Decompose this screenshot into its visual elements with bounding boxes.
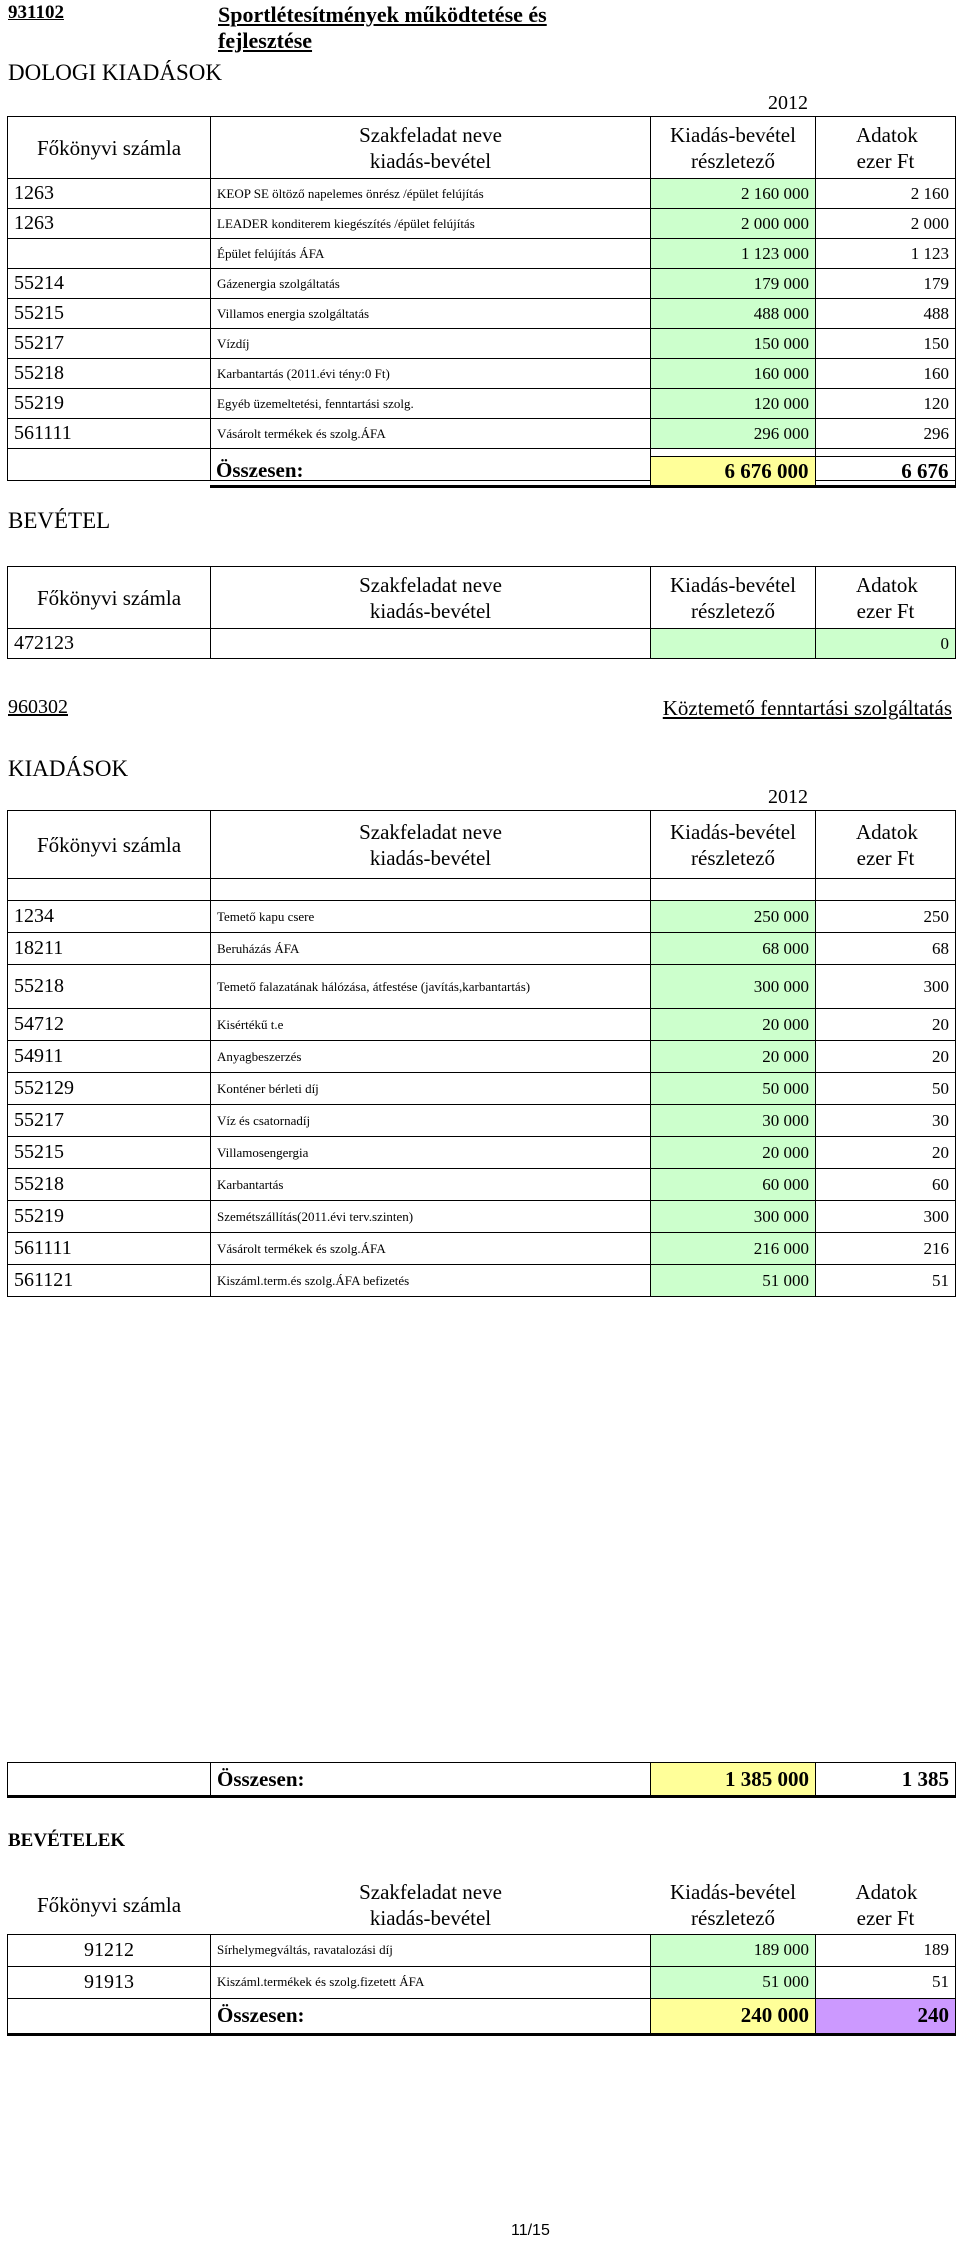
total-row: [8, 1763, 956, 1797]
row-name: Épület felújítás ÁFA: [211, 239, 651, 269]
row-name: Villamosengergia: [211, 1137, 651, 1169]
row-amount: 50: [816, 1073, 956, 1105]
section2-title: Köztemető fenntartási szolgáltatás: [662, 696, 952, 720]
total-detail: 6 676 000: [650, 457, 815, 487]
table-header-row: [8, 567, 956, 629]
table-row: [8, 299, 956, 329]
table-row: [8, 1105, 956, 1137]
col-header-detail: Kiadás-bevétel részletező: [651, 117, 816, 179]
row-amount: 68: [816, 933, 956, 965]
col-header-name: Szakfeladat neve kiadás-bevétel: [211, 567, 651, 629]
total-amount: 240: [816, 1998, 956, 2034]
section-code: 931102: [8, 2, 64, 23]
row-amount: 1 123: [816, 239, 956, 269]
row-detail: 50 000: [651, 1073, 816, 1105]
bevetelek-table: [7, 1876, 956, 2036]
row-name: Gázenergia szolgáltatás: [211, 269, 651, 299]
row-amount: 160: [816, 359, 956, 389]
total-detail: 1 385 000: [651, 1763, 816, 1797]
table-row: [8, 239, 956, 269]
row-amount: 300: [816, 1201, 956, 1233]
row-name: [211, 629, 651, 659]
account-code: 55218: [8, 359, 211, 389]
account-code: 18211: [8, 933, 211, 965]
kiadasok-table: [7, 810, 956, 1297]
row-detail: 51 000: [651, 1265, 816, 1297]
table-row: [8, 419, 956, 449]
total-label: Összesen:: [211, 1998, 651, 2034]
row-detail: 30 000: [651, 1105, 816, 1137]
account-code: 472123: [8, 629, 211, 659]
account-code: 561121: [8, 1265, 211, 1297]
kiadasok-total: [7, 1762, 956, 1798]
section2-code: 960302: [8, 696, 68, 718]
table-row: [8, 965, 956, 1009]
dologi-total: [210, 456, 956, 488]
year-label-2: 2012: [768, 786, 808, 808]
row-amount: 488: [816, 299, 956, 329]
account-code: 561111: [8, 1233, 211, 1265]
row-name: Kisértékű t.e: [211, 1009, 651, 1041]
row-amount: 179: [816, 269, 956, 299]
account-code: 91212: [8, 1934, 211, 1966]
table-row: [8, 1073, 956, 1105]
row-detail: 2 000 000: [651, 209, 816, 239]
row-name: LEADER konditerem kiegészítés /épület felújítás: [211, 209, 651, 239]
table-row: [8, 933, 956, 965]
row-amount: 0: [816, 629, 956, 659]
table-row: [8, 1169, 956, 1201]
row-amount: 20: [816, 1041, 956, 1073]
row-detail: 189 000: [651, 1934, 816, 1966]
row-amount: 2 000: [816, 209, 956, 239]
table-row: [8, 329, 956, 359]
account-code: 561111: [8, 419, 211, 449]
account-code: 55218: [8, 1169, 211, 1201]
row-name: Konténer bérleti díj: [211, 1073, 651, 1105]
total-label: Összesen:: [210, 457, 650, 487]
total-row: [210, 457, 955, 487]
row-name: Víz és csatornadíj: [211, 1105, 651, 1137]
dologi-table: [7, 116, 956, 481]
row-detail: 20 000: [651, 1009, 816, 1041]
row-amount: 30: [816, 1105, 956, 1137]
table-row: [8, 629, 956, 659]
col-header-detail: Kiadás-bevétel részletező: [651, 811, 816, 879]
table-header-row: [8, 1876, 956, 1934]
bevetel-heading: BEVÉTEL: [8, 508, 111, 533]
table-row: [8, 179, 956, 209]
table-row: [8, 1265, 956, 1297]
col-header-amount: Adatok ezer Ft: [855, 1879, 918, 1930]
col-header-detail: Kiadás-bevétel részletező: [670, 1879, 796, 1930]
account-code: 54911: [8, 1041, 211, 1073]
account-code: 91913: [8, 1966, 211, 1998]
row-detail: 160 000: [651, 359, 816, 389]
row-amount: 51: [816, 1265, 956, 1297]
table-row: [8, 1009, 956, 1041]
row-detail: 1 123 000: [651, 239, 816, 269]
row-amount: 120: [816, 389, 956, 419]
year-label: 2012: [768, 92, 808, 114]
kiadasok-heading: KIADÁSOK: [8, 756, 129, 781]
blank-row: [8, 879, 956, 901]
table-row: [8, 1041, 956, 1073]
table-header-row: [8, 811, 956, 879]
row-detail: 300 000: [651, 1201, 816, 1233]
table-row: [8, 1233, 956, 1265]
account-code: 55219: [8, 1201, 211, 1233]
account-code: 55219: [8, 389, 211, 419]
section-title: Sportlétesítmények működtetése és fejlesztése: [218, 2, 547, 53]
account-code: 1263: [8, 179, 211, 209]
row-name: Kiszáml.termékek és szolg.fizetett ÁFA: [211, 1966, 651, 1998]
row-detail: 296 000: [651, 419, 816, 449]
row-amount: 189: [816, 1934, 956, 1966]
account-code: 55218: [8, 965, 211, 1009]
account-code: 55214: [8, 269, 211, 299]
row-detail: 60 000: [651, 1169, 816, 1201]
table-header-row: [8, 117, 956, 179]
col-header-name: Szakfeladat neve kiadás-bevétel: [211, 117, 651, 179]
table-row: [8, 1934, 956, 1966]
row-name: Beruházás ÁFA: [211, 933, 651, 965]
row-name: Vízdíj: [211, 329, 651, 359]
row-amount: 20: [816, 1009, 956, 1041]
row-name: Villamos energia szolgáltatás: [211, 299, 651, 329]
row-name: Temető kapu csere: [211, 901, 651, 933]
row-detail: 68 000: [651, 933, 816, 965]
dologi-heading: DOLOGI KIADÁSOK: [8, 60, 223, 85]
row-detail: [651, 629, 816, 659]
row-name: Vásárolt termékek és szolg.ÁFA: [211, 1233, 651, 1265]
row-name: Temető falazatának hálózása, átfestése (javítás,karbantartás): [211, 965, 651, 1009]
account-code: 1263: [8, 209, 211, 239]
col-header-name: Szakfeladat neve kiadás-bevétel: [211, 811, 651, 879]
row-detail: 300 000: [651, 965, 816, 1009]
row-amount: 2 160: [816, 179, 956, 209]
row-detail: 150 000: [651, 329, 816, 359]
account-code: 55215: [8, 1137, 211, 1169]
col-header-detail: Kiadás-bevétel részletező: [651, 567, 816, 629]
row-detail: 179 000: [651, 269, 816, 299]
row-detail: 488 000: [651, 299, 816, 329]
row-detail: 2 160 000: [651, 179, 816, 209]
account-code: [8, 239, 211, 269]
table-row: [8, 901, 956, 933]
col-header-name: Szakfeladat neve kiadás-bevétel: [359, 1879, 502, 1930]
table-row: [8, 1966, 956, 1998]
row-amount: 60: [816, 1169, 956, 1201]
table-row: [8, 389, 956, 419]
col-header-account: Főkönyvi számla: [8, 811, 211, 879]
total-row: [8, 1998, 956, 2034]
total-amount: 1 385: [816, 1763, 956, 1797]
row-detail: 20 000: [651, 1137, 816, 1169]
row-detail: 216 000: [651, 1233, 816, 1265]
row-detail: 120 000: [651, 389, 816, 419]
row-name: Sírhelymegváltás, ravatalozási díj: [211, 1934, 651, 1966]
bevetelek-heading: BEVÉTELEK: [8, 1830, 126, 1851]
col-header-amount: Adatok ezer Ft: [816, 567, 956, 629]
row-name: Vásárolt termékek és szolg.ÁFA: [211, 419, 651, 449]
bevetel-table: [7, 566, 956, 659]
table-row: [8, 209, 956, 239]
row-name: Szemétszállítás(2011.évi terv.szinten): [211, 1201, 651, 1233]
row-amount: 150: [816, 329, 956, 359]
col-header-account: Főkönyvi számla: [36, 1892, 182, 1917]
row-amount: 250: [816, 901, 956, 933]
row-name: Karbantartás: [211, 1169, 651, 1201]
col-header-account: Főkönyvi számla: [8, 567, 211, 629]
table-row: [8, 269, 956, 299]
account-code: 552129: [8, 1073, 211, 1105]
row-name: Anyagbeszerzés: [211, 1041, 651, 1073]
row-detail: 20 000: [651, 1041, 816, 1073]
account-code: 55217: [8, 1105, 211, 1137]
total-detail: 240 000: [651, 1998, 816, 2034]
row-name: KEOP SE öltöző napelemes önrész /épület felújítás: [211, 179, 651, 209]
row-name: Karbantartás (2011.évi tény:0 Ft): [211, 359, 651, 389]
page-number: 11/15: [511, 2222, 550, 2239]
table-row: [8, 1137, 956, 1169]
total-amount: 6 676: [815, 457, 955, 487]
account-code: 55217: [8, 329, 211, 359]
row-amount: 296: [816, 419, 956, 449]
table-row: [8, 1201, 956, 1233]
row-name: Kiszáml.term.és szolg.ÁFA befizetés: [211, 1265, 651, 1297]
total-label: Összesen:: [211, 1763, 651, 1797]
table-row: [8, 359, 956, 389]
row-amount: 51: [816, 1966, 956, 1998]
row-name: Egyéb üzemeltetési, fenntartási szolg.: [211, 389, 651, 419]
col-header-amount: Adatok ezer Ft: [816, 117, 956, 179]
row-amount: 20: [816, 1137, 956, 1169]
row-amount: 300: [816, 965, 956, 1009]
row-amount: 216: [816, 1233, 956, 1265]
account-code: 54712: [8, 1009, 211, 1041]
col-header-account: Főkönyvi számla: [8, 117, 211, 179]
account-code: 1234: [8, 901, 211, 933]
account-code: 55215: [8, 299, 211, 329]
row-detail: 51 000: [651, 1966, 816, 1998]
row-detail: 250 000: [651, 901, 816, 933]
col-header-amount: Adatok ezer Ft: [816, 811, 956, 879]
